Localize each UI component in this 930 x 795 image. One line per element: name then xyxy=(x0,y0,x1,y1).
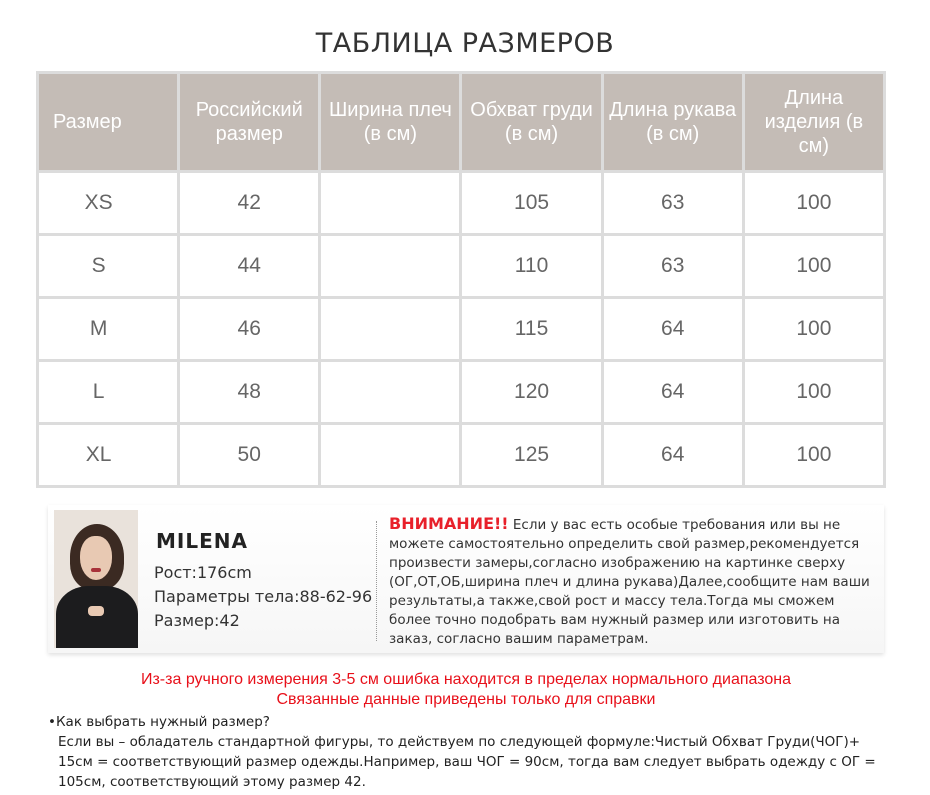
dotted-divider xyxy=(376,521,377,641)
table-row xyxy=(38,235,885,298)
cell-shoulder-width xyxy=(320,298,461,361)
how-to-question: •Как выбрать нужный размер? xyxy=(48,714,270,730)
cell-sleeve-length: 63 xyxy=(602,172,743,235)
header-shoulder-width: Ширина плеч (в см) xyxy=(320,73,461,172)
cell-item-length: 100 xyxy=(743,298,884,361)
cell-item-length: 100 xyxy=(743,361,884,424)
cell-size: S xyxy=(38,235,179,298)
cell-shoulder-width xyxy=(320,361,461,424)
disclaimer xyxy=(48,670,884,710)
header-size: Размер xyxy=(38,73,179,172)
disclaimer-line-1: Из-за ручного измерения 3-5 см ошибка находится в пределах нормального диапазона xyxy=(140,671,792,688)
cell-sleeve-length: 64 xyxy=(602,361,743,424)
table-row xyxy=(38,172,885,235)
model-size: Размер:42 xyxy=(154,611,240,630)
header-chest: Обхват груди (в см) xyxy=(461,73,602,172)
cell-item-length: 100 xyxy=(743,235,884,298)
cell-russian-size: 46 xyxy=(179,298,320,361)
table-row xyxy=(38,424,885,487)
cell-russian-size: 42 xyxy=(179,172,320,235)
disclaimer-line-2: Связанные данные приведены только для справки xyxy=(276,691,656,708)
size-table xyxy=(36,71,886,488)
cell-shoulder-width xyxy=(320,235,461,298)
cell-sleeve-length: 63 xyxy=(602,235,743,298)
cell-size: L xyxy=(38,361,179,424)
cell-size: XS xyxy=(38,172,179,235)
cell-item-length: 100 xyxy=(743,424,884,487)
cell-chest: 110 xyxy=(461,235,602,298)
table-header-row xyxy=(38,73,885,172)
model-name: MILENA xyxy=(156,529,248,553)
model-body-params: Параметры тела:88-62-96 xyxy=(154,587,373,606)
how-to-choose-section xyxy=(48,712,884,792)
cell-chest: 125 xyxy=(461,424,602,487)
header-item-length: Длина изделия (в см) xyxy=(743,73,884,172)
table-row xyxy=(38,361,885,424)
page-title: ТАБЛИЦА РАЗМЕРОВ xyxy=(315,28,615,59)
warning-label: ВНИМАНИЕ!! xyxy=(389,514,509,533)
cell-russian-size: 48 xyxy=(179,361,320,424)
model-photo xyxy=(54,510,138,648)
cell-sleeve-length: 64 xyxy=(602,298,743,361)
cell-size: XL xyxy=(38,424,179,487)
model-info-panel xyxy=(48,505,884,653)
header-sleeve-length: Длина рукава (в см) xyxy=(602,73,743,172)
notice-body: Если у вас есть особые требования или вы не можете самостоятельно определить свой размер,рекомендуется произвести замеры,согласно изображению на картинке сверху (ОГ,ОТ,ОБ,ширина плеч и длина рукава)Далее,сообщите нам ваши результаты,а также,свой рост и массу тела.Тогда мы сможем более точно подобрать вам нужный размер или изготовить на заказ, согласно вашим параметрам. xyxy=(389,517,870,647)
cell-shoulder-width xyxy=(320,172,461,235)
cell-sleeve-length: 64 xyxy=(602,424,743,487)
notice-text xyxy=(389,514,877,649)
cell-russian-size: 44 xyxy=(179,235,320,298)
cell-chest: 120 xyxy=(461,361,602,424)
header-russian-size: Российский размер xyxy=(179,73,320,172)
cell-chest: 115 xyxy=(461,298,602,361)
model-height: Рост:176cm xyxy=(154,563,252,582)
cell-russian-size: 50 xyxy=(179,424,320,487)
table-row xyxy=(38,298,885,361)
cell-shoulder-width xyxy=(320,424,461,487)
cell-chest: 105 xyxy=(461,172,602,235)
cell-size: M xyxy=(38,298,179,361)
cell-item-length: 100 xyxy=(743,172,884,235)
how-to-answer: Если вы – обладатель стандартной фигуры, то действуем по следующей формуле:Чистый Обхват Груди(ЧОГ)+ 15см = соответствующий размер одежды.Например, ваш ЧОГ = 90см, тогда вам следует выбрать одежду с ОГ = 105см, соответствующий этому размер 42. xyxy=(58,734,876,790)
